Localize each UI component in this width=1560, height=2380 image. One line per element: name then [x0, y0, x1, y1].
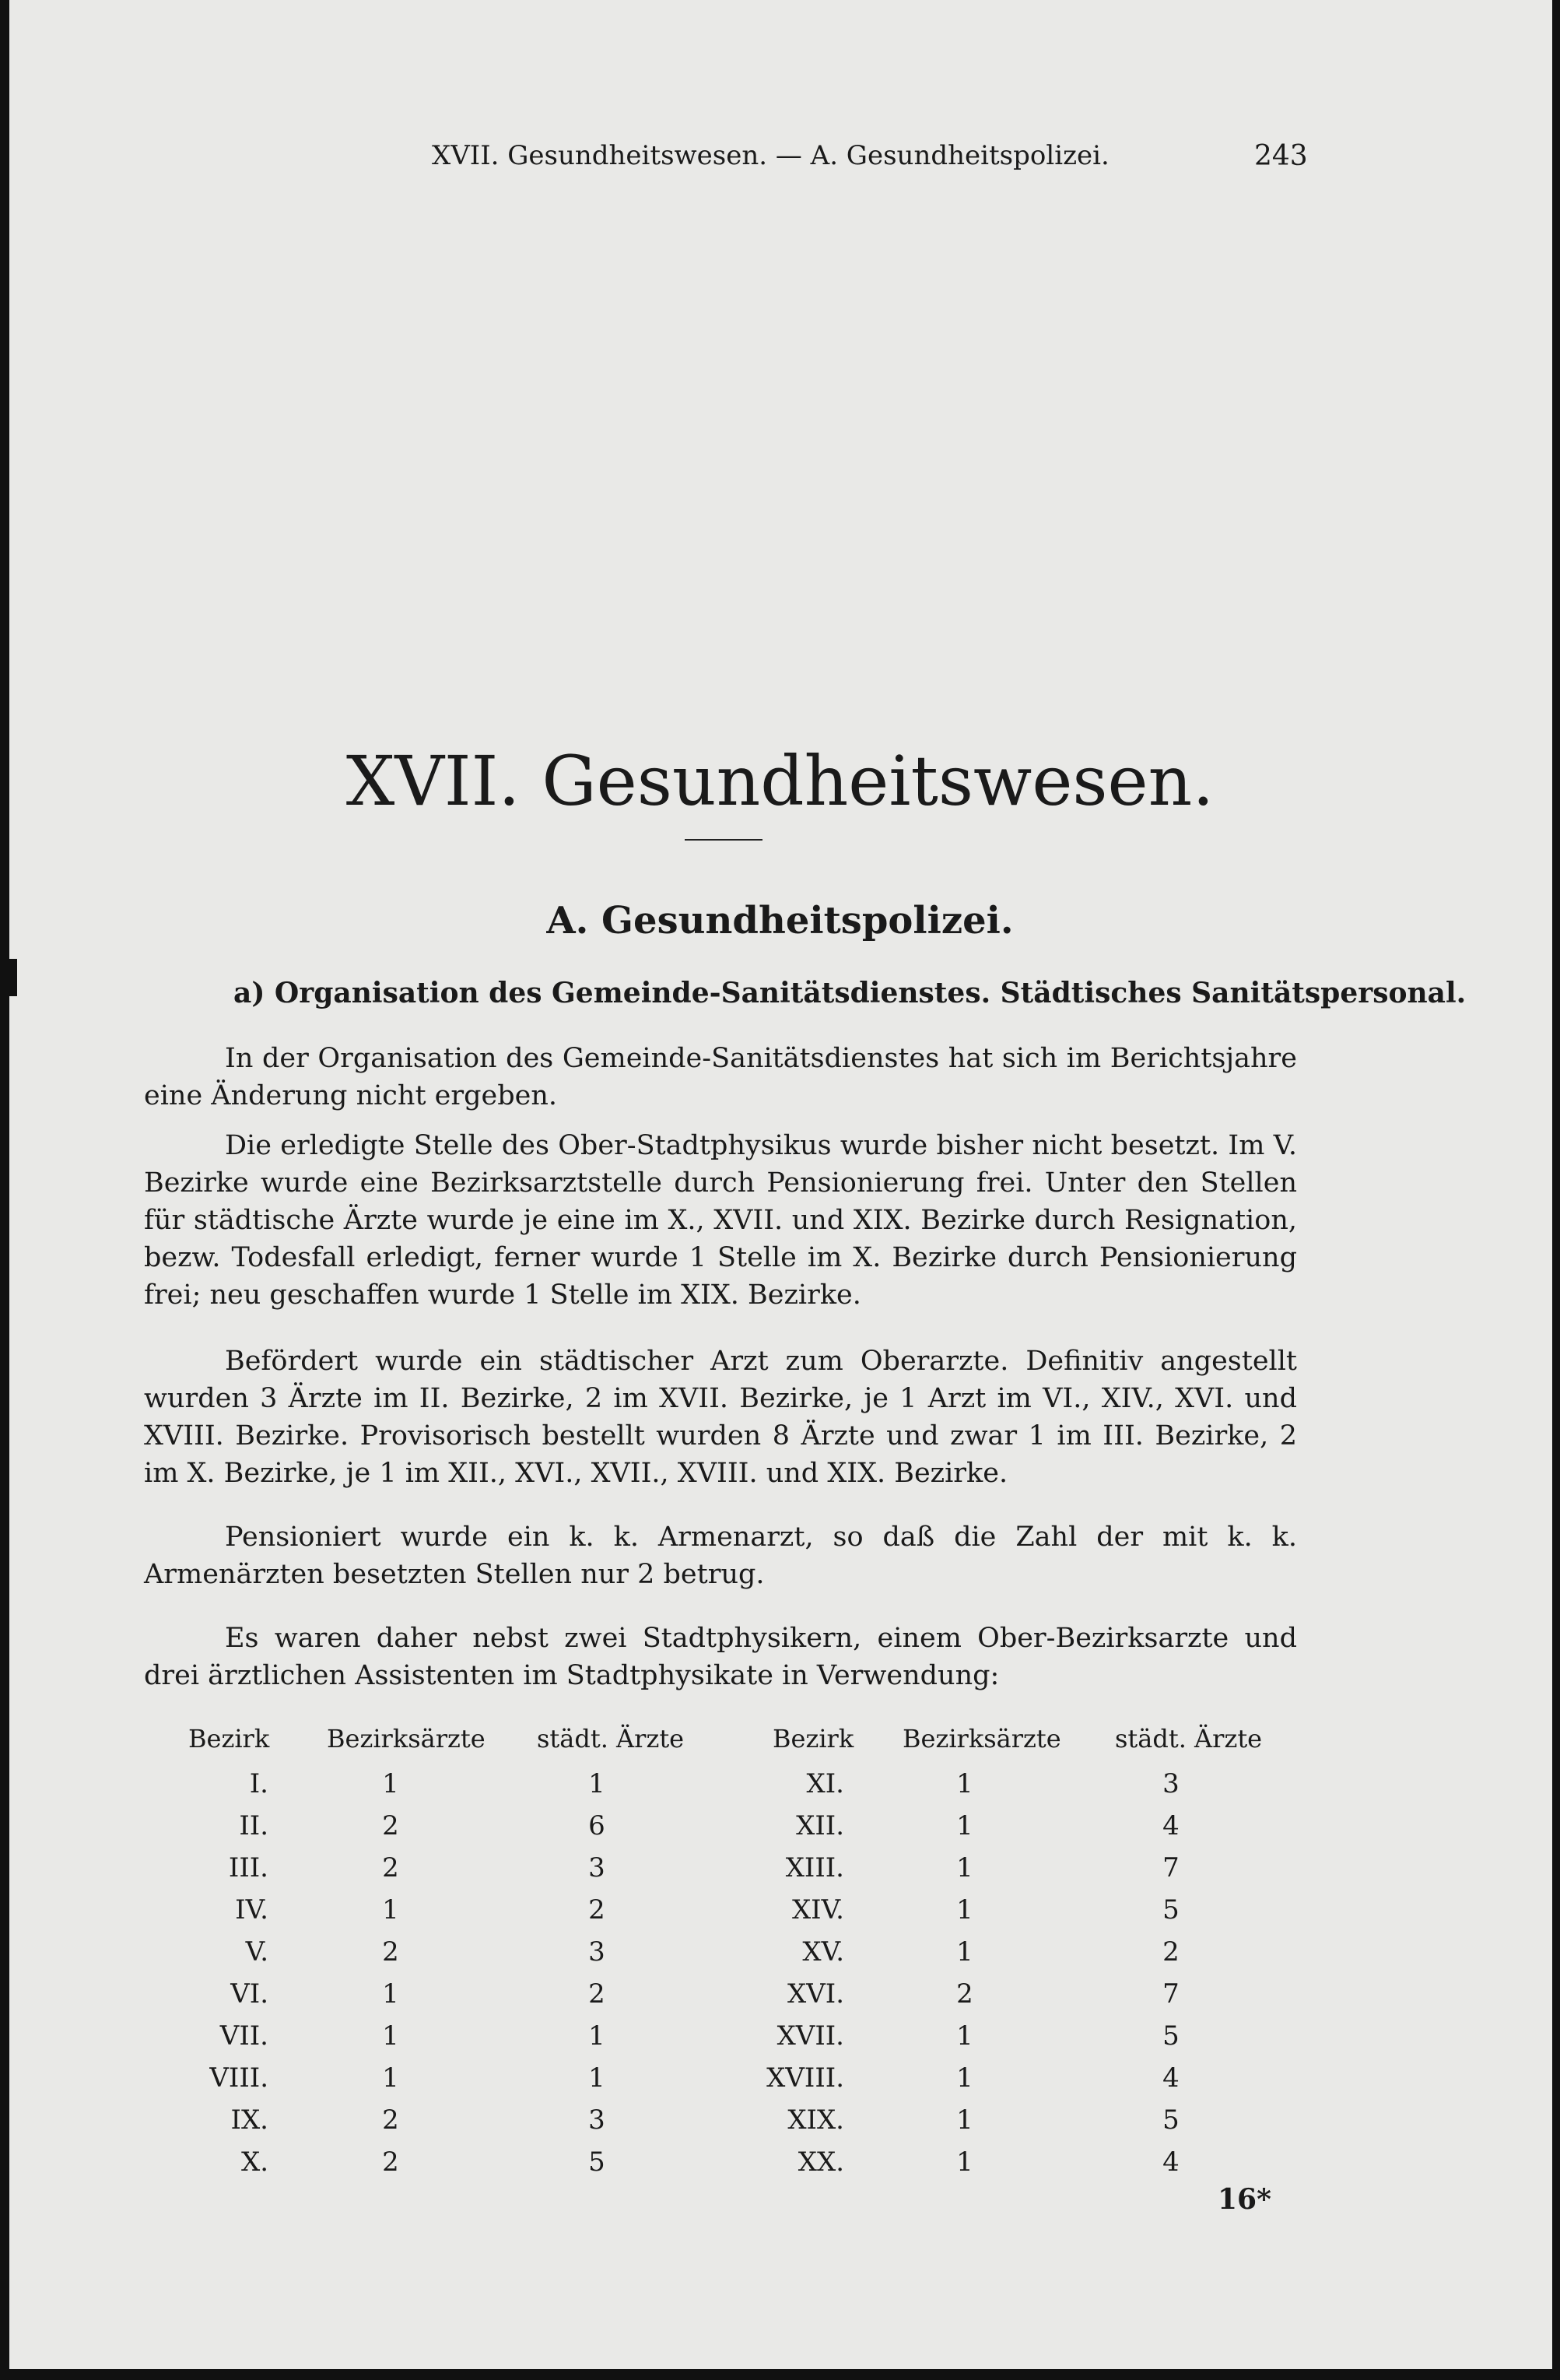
running-head: XVII. Gesundheitswesen. — A. Gesundheitspolizei.	[432, 140, 1110, 171]
table-cell: 2	[382, 1810, 399, 1841]
table-header: städt. Ärzte	[1115, 1724, 1263, 1753]
table-cell: 2	[588, 1978, 605, 2010]
table-header: Bezirk	[773, 1724, 854, 1753]
title-rule	[685, 839, 762, 841]
table-cell: V.	[245, 1936, 268, 1968]
table-cell: 3	[588, 1852, 605, 1883]
table-cell: 7	[1162, 1978, 1180, 2010]
table-cell: 1	[382, 2020, 399, 2052]
table-cell: XV.	[802, 1936, 844, 1968]
table-cell: 1	[956, 1894, 973, 1925]
table-cell: 4	[1162, 2062, 1180, 2094]
table-cell: 2	[382, 1852, 399, 1883]
paragraph: Die erledigte Stelle des Ober-Stadtphysikus wurde bisher nicht besetzt. Im V. Bezirke wurde eine Bezirksarztstelle durch Pensionierung frei. Unter den Stellen für städtische Ärzte wurde je eine im X., XVII. und XIX. Bezirke durch Resignation, bezw. Todesfall erledigt, ferner wurde 1 Stelle im X. Bezirke durch Pensionierung frei; neu geschaffen wurde 1 Stelle im XIX. Bezirke.	[144, 1130, 1297, 1311]
paragraph: Es waren daher nebst zwei Stadtphysikern, einem Ober-Bezirksarzte und drei ärztlichen Assistenten im Stadtphysikate in Verwendung:	[144, 1623, 1297, 1691]
table-cell: XIII.	[785, 1852, 844, 1883]
table-cell: VIII.	[209, 2062, 268, 2094]
paragraph: Pensioniert wurde ein k. k. Armenarzt, so daß die Zahl der mit k. k. Armenärzten besetzten Stellen nur 2 betrug.	[144, 1522, 1297, 1590]
table-cell: 5	[588, 2147, 605, 2178]
table-cell: 3	[1162, 1768, 1180, 1799]
table-header: Bezirk	[188, 1724, 270, 1753]
table-cell: 1	[956, 1768, 973, 1799]
section-title: A. Gesundheitspolizei.	[546, 899, 1014, 943]
table-cell: 3	[588, 1936, 605, 1968]
table-cell: 1	[588, 2062, 605, 2094]
table-cell: IX.	[230, 2104, 268, 2136]
subsection-title: a) Organisation des Gemeinde-Sanitätsdienstes. Städtisches Sanitätspersonal.	[233, 977, 1467, 1009]
table-header: Bezirksärzte	[327, 1724, 486, 1753]
table-cell: XVII.	[776, 2020, 844, 2052]
table-cell: 1	[956, 2020, 973, 2052]
table-cell: X.	[240, 2147, 268, 2178]
paragraph: Befördert wurde ein städtischer Arzt zum Oberarzte. Definitiv angestellt wurden 3 Ärzte im II. Bezirke, 2 im XVII. Bezirke, je 1 Arzt im VI., XIV., XVI. und XVIII. Bezirke. Provisorisch bestellt wurden 8 Ärzte und zwar 1 im III. Bezirke, 2 im X. Bezirke, je 1 im XII., XVI., XVII., XVIII. und XIX. Bezirke.	[144, 1346, 1297, 1489]
table-cell: 3	[588, 2104, 605, 2136]
table-cell: VI.	[230, 1978, 268, 2010]
table-cell: II.	[239, 1810, 268, 1841]
table-cell: 1	[382, 1978, 399, 2010]
table-cell: XX.	[798, 2147, 844, 2178]
table-cell: 1	[956, 2062, 973, 2094]
table-cell: XIX.	[787, 2104, 844, 2136]
scan-notch	[0, 959, 17, 996]
signature-mark: 16*	[1218, 2183, 1271, 2216]
chapter-title: XVII. Gesundheitswesen.	[345, 741, 1215, 821]
scan-border-right	[1552, 0, 1560, 2380]
table-cell: 1	[956, 1936, 973, 1968]
table-cell: XIV.	[791, 1894, 844, 1925]
table-cell: 1	[382, 1768, 399, 1799]
page-number: 243	[1254, 140, 1308, 172]
table-cell: 1	[382, 1894, 399, 1925]
table-cell: 4	[1162, 1810, 1180, 1841]
table-cell: 5	[1162, 2020, 1180, 2052]
table-cell: VII.	[219, 2020, 268, 2052]
table-cell: 7	[1162, 1852, 1180, 1883]
table-cell: 2	[382, 1936, 399, 1968]
table-cell: 1	[956, 2147, 973, 2178]
table-cell: 2	[1162, 1936, 1180, 1968]
table-cell: 1	[588, 2020, 605, 2052]
table-cell: XI.	[806, 1768, 844, 1799]
table-cell: XII.	[796, 1810, 844, 1841]
table-cell: 1	[956, 2104, 973, 2136]
table-header: städt. Ärzte	[537, 1724, 685, 1753]
table-cell: XVIII.	[766, 2062, 844, 2094]
table-cell: 2	[382, 2104, 399, 2136]
table-cell: III.	[228, 1852, 268, 1883]
table-header: Bezirksärzte	[903, 1724, 1061, 1753]
table-cell: 1	[956, 1852, 973, 1883]
table-cell: 5	[1162, 2104, 1180, 2136]
table-cell: XVI.	[787, 1978, 844, 2010]
scan-border-left	[0, 0, 9, 2380]
table-cell: 2	[382, 2147, 399, 2178]
table-cell: 1	[956, 1810, 973, 1841]
table-cell: 1	[588, 1768, 605, 1799]
table-cell: 2	[956, 1978, 973, 2010]
table-cell: 6	[588, 1810, 605, 1841]
scan-border-bottom	[0, 2369, 1560, 2380]
paragraph: In der Organisation des Gemeinde-Sanitätsdienstes hat sich im Berichtsjahre eine Änderung nicht ergeben.	[144, 1043, 1297, 1111]
table-cell: I.	[249, 1768, 268, 1799]
table-cell: 5	[1162, 1894, 1180, 1925]
table-cell: 4	[1162, 2147, 1180, 2178]
table-cell: 2	[588, 1894, 605, 1925]
table-cell: IV.	[235, 1894, 268, 1925]
table-cell: 1	[382, 2062, 399, 2094]
